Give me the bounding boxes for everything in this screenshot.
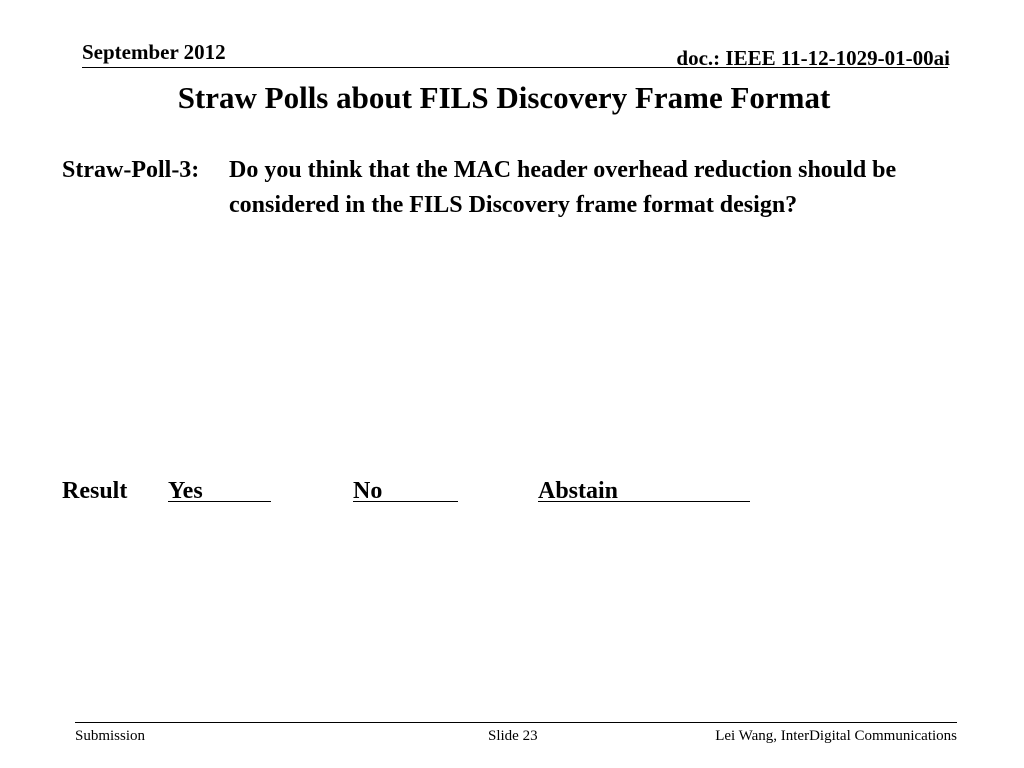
poll-question: Do you think that the MAC header overhead reduction should be considered in the FILS Discovery frame format design? — [229, 157, 897, 218]
header-date: September 2012 — [82, 40, 226, 64]
result-no — [353, 478, 458, 509]
result-abstain-label: Abstain — [538, 478, 619, 504]
result-abstain — [538, 478, 750, 509]
header-divider — [82, 67, 948, 68]
header-doc-id: doc.: IEEE 11-12-1029-01-00ai — [676, 46, 950, 70]
poll-label: Straw-Poll-3: — [62, 157, 200, 183]
slide-title: Straw Polls about FILS Discovery Frame Format — [177, 80, 831, 115]
footer-author: Lei Wang, InterDigital Communications — [715, 728, 957, 744]
footer-divider — [75, 722, 957, 723]
straw-poll — [62, 153, 942, 223]
footer-submission: Submission — [75, 728, 146, 744]
result-yes — [168, 478, 271, 509]
result-label: Result — [62, 478, 128, 504]
result-yes-label: Yes — [168, 478, 203, 504]
footer-slide-number: Slide 23 — [488, 728, 538, 744]
result-no-label: No — [353, 478, 383, 504]
